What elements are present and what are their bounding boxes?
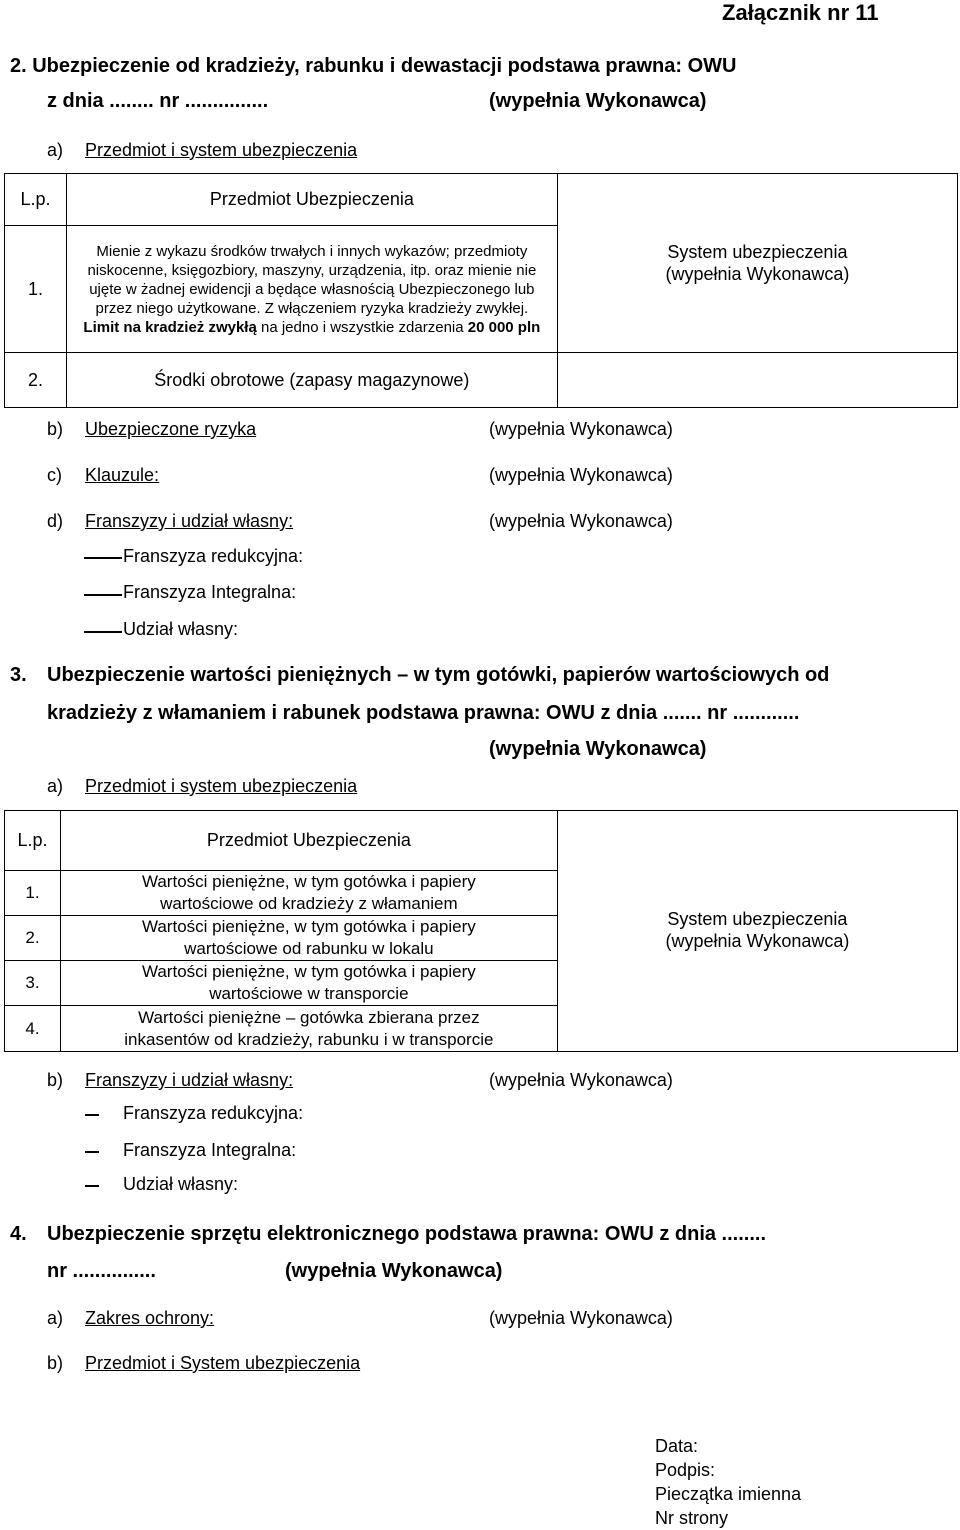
row1-text-c: na jedno i wszystkie zdarzenia (256, 318, 468, 336)
header-system-line2: (wypełnia Wykonawca) (665, 264, 850, 284)
dash-icon (85, 1185, 99, 1187)
section3-number: 3. (10, 664, 27, 686)
section3-b-marker: b) (47, 1070, 64, 1090)
row-subject-line1: Wartości pieniężne – gotówka zbierana przez (138, 1007, 480, 1027)
section4-number: 4. (10, 1223, 27, 1245)
row1-text-a: Mienie z wykazu środków trwałych i innych wykazów; przedmioty niskocenne, księgozbiory, maszyny, urządzenia, itp. oraz mienie nie ujęte w żadnej ewidencji a będące własnością Ubezpieczonego lub przez niego użytkowane. Z włączeniem ryzyka kradzieży zwykłej. (87, 242, 537, 317)
row-lp: 2. (5, 916, 61, 961)
row-subject-line1: Wartości pieniężne, w tym gotówka i papiery (141, 917, 476, 936)
row-lp: 3. (5, 961, 61, 1006)
row2-subject: Środki obrotowe (zapasy magazynowe) (66, 353, 557, 408)
row-subject-line1: Wartości pieniężne, w tym gotówka i papiery (141, 872, 476, 891)
section4-fill-note: (wypełnia Wykonawca) (285, 1260, 503, 1282)
section2-d-marker: d) (47, 511, 64, 531)
signature-stamp: Pieczątka imienna (655, 1484, 802, 1504)
row-subject (60, 916, 557, 961)
section2-d-item: Franszyza redukcyjna: (123, 546, 304, 566)
section2-c-label: Klauzule: (85, 465, 160, 485)
signature-page-number: Nr strony (655, 1508, 729, 1528)
signature-sign: Podpis: (655, 1460, 716, 1480)
section4-a-fill-note: (wypełnia Wykonawca) (489, 1308, 673, 1328)
section2-b-marker: b) (47, 419, 64, 439)
dash-icon (84, 557, 122, 559)
section2-fill-note: (wypełnia Wykonawca) (489, 90, 707, 112)
section2-b-label: Ubezpieczone ryzyka (85, 419, 257, 439)
row-subject (60, 871, 557, 916)
section3-b-item: Franszyza redukcyjna: (123, 1103, 304, 1123)
section4-title-line2-left: nr ............... (47, 1260, 156, 1282)
section2-d-item: Franszyza Integralna: (123, 582, 297, 602)
header-system-line1: System ubezpieczenia (667, 909, 848, 929)
row-subject-line2: wartościowe od rabunku w lokalu (184, 939, 434, 958)
row-subject-line1: Wartości pieniężne, w tym gotówka i papiery (141, 962, 476, 981)
section3-b-label: Franszyzy i udział własny: (85, 1070, 294, 1090)
attachment-label: Załącznik nr 11 (722, 0, 879, 25)
section3-title-line1: Ubezpieczenie wartości pieniężnych – w tym gotówki, papierów wartościowych od (47, 664, 830, 686)
section3-title-line2: kradzieży z włamaniem i rabunek podstawa prawna: OWU z dnia ....... nr ............ (47, 702, 800, 724)
section2-table (4, 173, 958, 408)
header-system (557, 811, 957, 1052)
row-subject-line2: wartościowe w transporcie (209, 984, 409, 1003)
header-system-line1: System ubezpieczenia (667, 242, 848, 262)
section2-a-label: Przedmiot i system ubezpieczenia (85, 140, 358, 160)
header-subject: Przedmiot Ubezpieczenia (66, 174, 557, 226)
section3-a-marker: a) (47, 776, 64, 796)
row-subject-line2: wartościowe od kradzieży z włamaniem (160, 894, 458, 913)
section4-a-label: Zakres ochrony: (85, 1308, 215, 1328)
header-subject: Przedmiot Ubezpieczenia (60, 811, 557, 871)
table-row (5, 353, 958, 408)
section4-b-marker: b) (47, 1353, 64, 1373)
section2-title-line1: 2. Ubezpieczenie od kradzieży, rabunku i dewastacji podstawa prawna: OWU (10, 55, 737, 77)
row1-subject (66, 226, 557, 353)
signature-date: Data: (655, 1436, 699, 1456)
row-lp: 4. (5, 1006, 61, 1052)
signature-block (655, 1434, 801, 1530)
row1-text-limit: Limit na kradzież zwykłą (83, 318, 257, 336)
dash-icon (85, 1151, 99, 1153)
section4-a-marker: a) (47, 1308, 64, 1328)
row-subject-line2: inkasentów od kradzieży, rabunku i w transporcie (124, 1029, 494, 1049)
section4-b-label: Przedmiot i System ubezpieczenia (85, 1353, 361, 1373)
section2-c-fill-note: (wypełnia Wykonawca) (489, 465, 673, 485)
header-lp: L.p. (5, 174, 67, 226)
section2-c-marker: c) (47, 465, 62, 485)
dash-icon (84, 631, 122, 633)
header-system-line2: (wypełnia Wykonawca) (665, 931, 850, 951)
row2-system (557, 353, 957, 408)
section3-a-label: Przedmiot i system ubezpieczenia (85, 776, 358, 796)
section4-title-line1: Ubezpieczenie sprzętu elektronicznego podstawa prawna: OWU z dnia ........ (47, 1223, 767, 1245)
section2-title-line2-left: z dnia ........ nr ............... (47, 90, 269, 112)
section3-b-item: Udział własny: (123, 1174, 239, 1194)
header-system (557, 174, 957, 353)
dash-icon (84, 594, 122, 596)
section2-a-marker: a) (47, 140, 64, 160)
header-lp: L.p. (5, 811, 61, 871)
section3-table (4, 810, 958, 1052)
row-subject (60, 1006, 557, 1052)
section3-fill-note: (wypełnia Wykonawca) (489, 738, 707, 760)
row-lp: 1. (5, 871, 61, 916)
row1-description (67, 242, 557, 337)
section3-b-item: Franszyza Integralna: (123, 1140, 297, 1160)
row1-lp: 1. (5, 226, 67, 353)
section2-d-label: Franszyzy i udział własny: (85, 511, 294, 531)
row-subject (60, 961, 557, 1006)
row1-text-amount: 20 000 pln (467, 318, 541, 336)
section3-b-fill-note: (wypełnia Wykonawca) (489, 1070, 673, 1090)
section2-d-fill-note: (wypełnia Wykonawca) (489, 511, 673, 531)
section2-d-item: Udział własny: (123, 619, 239, 639)
section2-b-fill-note: (wypełnia Wykonawca) (489, 419, 673, 439)
row2-lp: 2. (5, 353, 67, 408)
dash-icon (85, 1114, 99, 1116)
table-header-row (5, 811, 958, 871)
table-header-row (5, 174, 958, 226)
